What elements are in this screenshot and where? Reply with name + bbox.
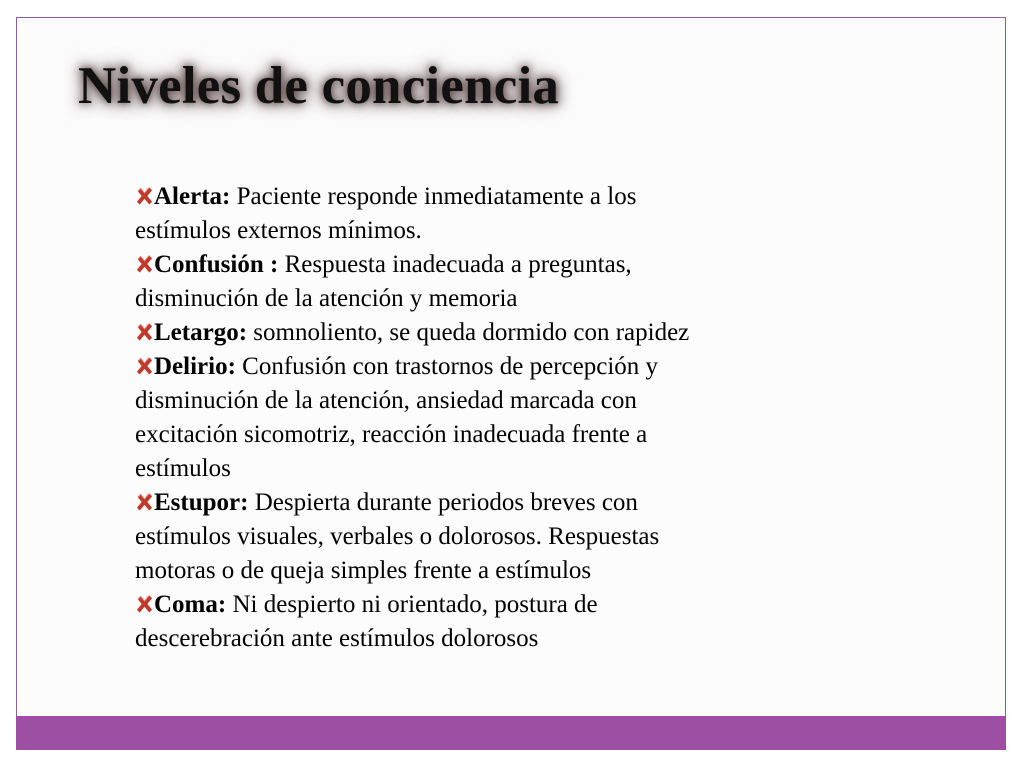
list-item: [135, 248, 855, 316]
x-mark-icon: [135, 322, 154, 342]
item-text: somnoliento, se queda dormido con rapidez: [253, 319, 690, 346]
item-text: Paciente responde inmediatamente a los: [236, 183, 637, 210]
item-text: Despierta durante periodos breves con: [254, 489, 638, 516]
item-text: descerebración ante estímulos dolorosos: [135, 625, 539, 652]
item-term: Letargo:: [154, 319, 248, 346]
item-term: Alerta:: [154, 183, 231, 210]
item-text: excitación sicomotriz, reacción inadecuada frente a: [135, 421, 648, 448]
list-item: [135, 588, 855, 656]
bullet-list: [135, 180, 855, 656]
x-mark-icon: [135, 186, 154, 206]
item-term: Estupor:: [154, 489, 249, 516]
x-mark-icon: [135, 594, 154, 614]
x-mark-icon: [135, 492, 154, 512]
item-text: Respuesta inadecuada a preguntas,: [284, 251, 632, 278]
item-text: estímulos: [135, 455, 231, 482]
x-mark-icon: [135, 356, 154, 376]
item-text: estímulos externos mínimos.: [135, 217, 422, 244]
item-text: Confusión con trastornos de percepción y: [242, 353, 659, 380]
item-term: Confusión :: [154, 251, 279, 278]
footer-accent-bar: [16, 716, 1006, 750]
slide-title: Niveles de conciencia: [78, 57, 560, 115]
list-item: [135, 486, 855, 588]
list-item: [135, 316, 855, 350]
item-text: Ni despierto ni orientado, postura de: [232, 591, 598, 618]
list-item: [135, 180, 855, 248]
x-mark-icon: [135, 254, 154, 274]
item-term: Coma:: [154, 591, 227, 618]
item-text: motoras o de queja simples frente a estímulos: [135, 557, 592, 584]
item-term: Delirio:: [154, 353, 236, 380]
list-item: [135, 350, 855, 486]
item-text: estímulos visuales, verbales o dolorosos. Respuestas: [135, 523, 660, 550]
item-text: disminución de la atención y memoria: [135, 285, 518, 312]
item-text: disminución de la atención, ansiedad marcada con: [135, 387, 637, 414]
